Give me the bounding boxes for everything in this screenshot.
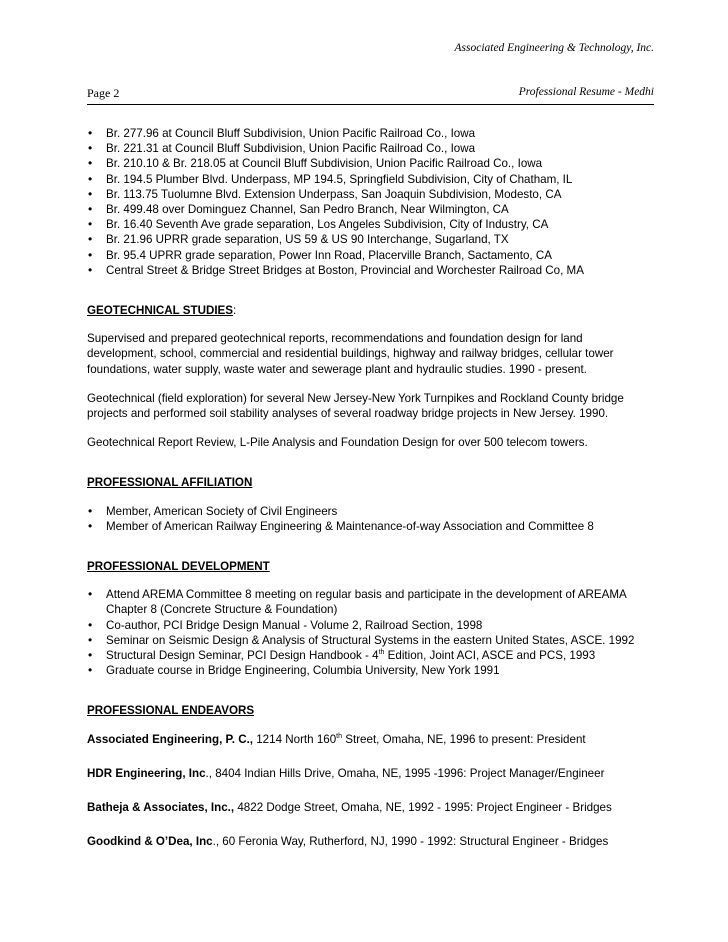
endeavor-entry bbox=[87, 800, 654, 815]
page-number: Page 2 bbox=[87, 86, 120, 100]
affiliation-list bbox=[87, 504, 654, 534]
bridge-project-list bbox=[87, 126, 654, 278]
endeavor-company: Associated Engineering, P. C., bbox=[87, 732, 254, 746]
endeavor-detail: ., 8404 Indian Hills Drive, Omaha, NE, 1995 -1996: Project Manager/Engineer bbox=[205, 766, 605, 780]
endeavor-entry bbox=[87, 834, 654, 849]
endeavor-entry bbox=[87, 732, 654, 747]
resume-title: Professional Resume - Medhi bbox=[518, 86, 654, 98]
list-item: • Br. 221.31 at Council Bluff Subdivision, Union Pacific Railroad Co., Iowa bbox=[87, 141, 654, 156]
geotechnical-heading-colon: : bbox=[233, 304, 237, 318]
endeavor-detail: 4822 Dodge Street, Omaha, NE, 1992 - 1995: Project Engineer - Bridges bbox=[234, 801, 612, 815]
development-item4-text: Structural Design Seminar, PCI Design Handbook - 4 bbox=[106, 649, 379, 663]
endeavor-detail: Street, Omaha, NE, 1996 to present: President bbox=[342, 732, 586, 746]
endeavor-company: Batheja & Associates, Inc., bbox=[87, 801, 235, 815]
list-item: • Br. 499.48 over Dominguez Channel, San Pedro Branch, Near Wilmington, CA bbox=[87, 202, 654, 217]
list-item: • Member of American Railway Engineering & Maintenance-of-way Association and Committee 8 bbox=[87, 519, 654, 534]
development-list bbox=[87, 587, 654, 678]
list-item: • Br. 16.40 Seventh Ave grade separation, Los Angeles Subdivision, City of Industry, CA bbox=[87, 217, 654, 232]
list-item bbox=[87, 648, 654, 663]
list-item: • Br. 21.96 UPRR grade separation, US 59 & US 90 Interchange, Sugarland, TX bbox=[87, 232, 654, 247]
list-item: • Br. 95.4 UPRR grade separation, Power Inn Road, Placerville Branch, Sactamento, CA bbox=[87, 248, 654, 263]
list-item: • Co-author, PCI Bridge Design Manual - Volume 2, Railroad Section, 1998 bbox=[87, 618, 654, 633]
list-item: • Attend AREMA Committee 8 meeting on regular basis and participate in the development of AREAMA Chapter 8 (Concrete Structure & Foundation) bbox=[87, 587, 654, 617]
geotechnical-heading-text: GEOTECHNICAL STUDIES bbox=[87, 304, 234, 318]
development-item4-rest: Edition, Joint ACI, ASCE and PCS, 1993 bbox=[384, 649, 596, 663]
superscript: th bbox=[336, 732, 343, 740]
endeavors-heading: PROFESSIONAL ENDEAVORS bbox=[87, 704, 255, 718]
endeavor-detail: 1214 North 160 bbox=[253, 732, 337, 746]
geotechnical-paragraph: Supervised and prepared geotechnical reports, recommendations and foundation design for land development, school, commercial and residential buildings, highway and railway bridges, cellular tower foundations, water supply, waste water and sewerage plant and hydraulic studies. 1990 - present. bbox=[87, 332, 614, 376]
list-item: • Br. 210.10 & Br. 218.05 at Council Bluff Subdivision, Union Pacific Railroad Co., Iowa bbox=[87, 156, 654, 171]
geotechnical-heading bbox=[87, 303, 654, 318]
company-header: Associated Engineering & Technology, Inc. bbox=[454, 42, 654, 54]
page-header-bar bbox=[87, 86, 654, 105]
list-item: • Br. 194.5 Plumber Blvd. Underpass, MP 194.5, Springfield Subdivision, City of Chatham, IL bbox=[87, 172, 654, 187]
geotechnical-paragraph: Geotechnical Report Review, L-Pile Analysis and Foundation Design for over 500 telecom towers. bbox=[87, 436, 588, 450]
resume-body bbox=[87, 126, 654, 869]
superscript: th bbox=[378, 649, 385, 657]
geotechnical-paragraph: Geotechnical (field exploration) for several New Jersey-New York Turnpikes and Rockland County bridge projects and performed soil stability analyses of several roadway bridge projects in New Jersey. 1990. bbox=[87, 391, 624, 421]
development-heading: PROFESSIONAL DEVELOPMENT bbox=[87, 560, 270, 574]
list-item: • Seminar on Seismic Design & Analysis of Structural Systems in the eastern United States, ASCE. 1992 bbox=[87, 633, 654, 648]
endeavor-detail: ., 60 Feronia Way, Rutherford, NJ, 1990 - 1992: Structural Engineer - Bridges bbox=[212, 835, 609, 849]
list-item: • Graduate course in Bridge Engineering, Columbia University, New York 1991 bbox=[87, 663, 654, 678]
affiliation-heading: PROFESSIONAL AFFILIATION bbox=[87, 476, 253, 490]
list-item: • Br. 277.96 at Council Bluff Subdivision, Union Pacific Railroad Co., Iowa bbox=[87, 126, 654, 141]
endeavor-entry bbox=[87, 766, 654, 781]
endeavor-company: HDR Engineering, Inc bbox=[87, 766, 206, 780]
endeavor-company: Goodkind & O’Dea, Inc bbox=[87, 835, 213, 849]
list-item: • Member, American Society of Civil Engineers bbox=[87, 504, 654, 519]
list-item: • Br. 113.75 Tuolumne Blvd. Extension Underpass, San Joaquin Subdivision, Modesto, CA bbox=[87, 187, 654, 202]
list-item: • Central Street & Bridge Street Bridges at Boston, Provincial and Worchester Railroad Co, MA bbox=[87, 263, 654, 278]
